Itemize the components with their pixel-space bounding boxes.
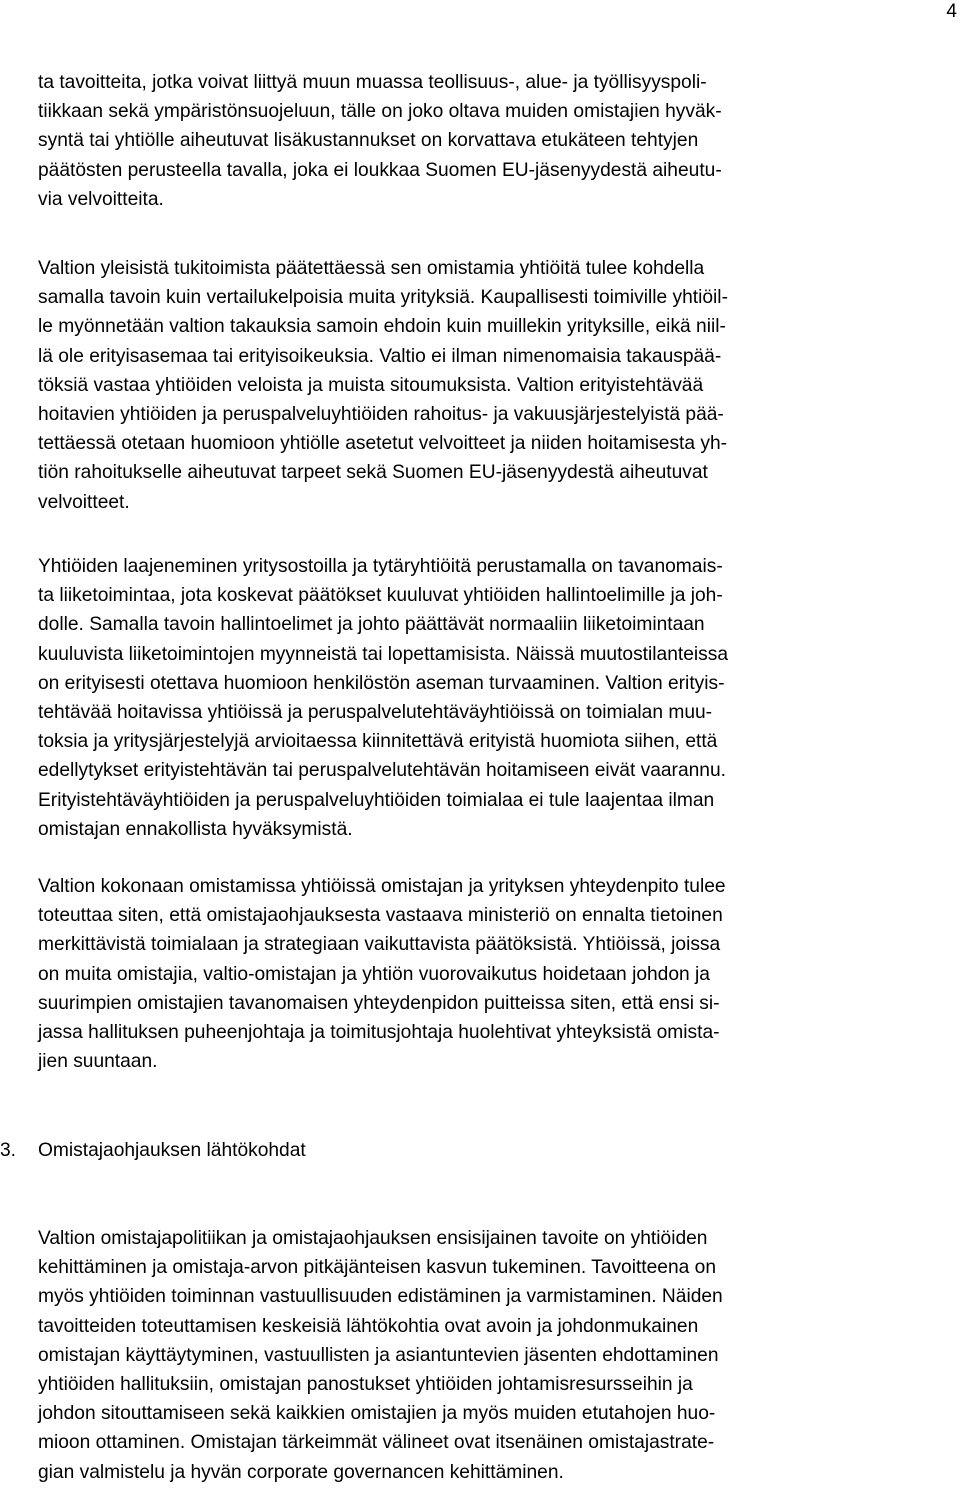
text-line: yhtiöiden hallituksiin, omistajan panostukset yhtiöiden johtamisresursseihin ja [38,1374,693,1396]
text-line: suurimpien omistajien tavanomaisen yhteydenpidon puitteissa siten, että ensi si- [38,992,720,1014]
text-line: samalla tavoin kuin vertailukelpoisia muita yrityksiä. Kaupallisesti toimiville yhtiöil- [38,287,728,309]
text-line: toteuttaa siten, että omistajaohjauksesta vastaava ministeriö on ennalta tietoinen [38,905,723,927]
paragraph-2 [38,254,938,517]
text-line: edellytykset erityistehtävän tai peruspalvelutehtävän hoitamiseen eivät vaarannu. [38,760,726,782]
text-line: Valtion kokonaan omistamissa yhtiöissä omistajan ja yrityksen yhteydenpito tulee [38,876,726,897]
text-line: Yhtiöiden laajeneminen yritysostoilla ja tytäryhtiöitä perustamalla on tavanomais- [38,556,723,577]
text-line: Erityistehtäväyhtiöiden ja peruspalveluyhtiöiden toimialaa ei tule laajentaa ilman [38,789,715,811]
text-line: omistajan ennakollista hyväksymistä. [38,818,353,840]
text-line: lä ole erityisasemaa tai erityisoikeuksia. Valtio ei ilman nimenomaisia takauspää- [38,345,722,367]
text-line: omistajan käyttäytyminen, vastuullisten ja asiantuntevien jäsenten ehdottaminen [38,1344,719,1366]
text-line: dolle. Samalla tavoin hallintoelimet ja johto päättävät normaaliin liiketoimintaan [38,614,705,636]
text-line: päätösten perusteella tavalla, joka ei loukkaa Suomen EU-jäsenyydestä aiheutu- [38,159,722,181]
text-line: tettäessä otetaan huomioon yhtiölle asetetut velvoitteet ja niiden hoitamisesta yh- [38,433,728,455]
text-line: tiön rahoitukselle aiheutuvat tarpeet sekä Suomen EU-jäsenyydestä aiheutuvat [38,462,708,484]
text-line: Valtion omistajapolitiikan ja omistajaohjauksen ensisijainen tavoite on yhtiöiden [38,1228,708,1249]
text-line: jassa hallituksen puheenjohtaja ja toimitusjohtaja huolehtivat yhteyksistä omista- [38,1022,720,1044]
text-line: töksiä vastaa yhtiöiden veloista ja muista sitoumuksista. Valtion erityistehtävää [38,374,704,396]
paragraph-3 [38,552,938,844]
paragraph-4 [38,872,938,1076]
text-line: ta tavoitteita, jotka voivat liittyä muun muassa teollisuus-, alue- ja työllisyyspoli- [38,72,707,93]
section-number: 3. [0,1140,17,1161]
text-line: Valtion yleisistä tukitoimista päätettäessä sen omistamia yhtiöitä tulee kohdella [38,258,705,279]
text-line: on erityisesti otettava huomioon henkilöstön aseman turvaaminen. Valtion erityis- [38,672,725,694]
text-line: tehtävää hoitavissa yhtiöissä ja peruspalvelutehtäväyhtiöissä on toimialan muu- [38,702,713,724]
text-line: gian valmistelu ja hyvän corporate governancen kehittäminen. [38,1461,564,1483]
text-line: syntä tai yhtiölle aiheutuvat lisäkustannukset on korvattava etukäteen tehtyjen [38,130,699,152]
text-line: on muita omistajia, valtio-omistajan ja yhtiön vuorovaikutus hoidetaan johdon ja [38,963,710,985]
text-line: kehittäminen ja omistaja-arvon pitkäjänteisen kasvun tukeminen. Tavoitteena on [38,1257,716,1279]
text-line: le myönnetään valtion takauksia samoin ehdoin kuin muillekin yrityksille, eikä niil- [38,316,726,338]
text-line: velvoitteet. [38,491,130,513]
text-line: tiikkaan sekä ympäristönsuojeluun, tälle on joko oltava muiden omistajien hyväk- [38,101,722,123]
paragraph-5 [38,1224,938,1487]
text-line: myös yhtiöiden toiminnan vastuullisuuden edistäminen ja varmistaminen. Näiden [38,1286,723,1308]
text-line: hoitavien yhtiöiden ja peruspalveluyhtiöiden rahoitus- ja vakuusjärjestelyistä pää- [38,404,724,426]
text-line: ta liiketoimintaa, jota koskevat päätökset kuuluvat yhtiöiden hallintoelimille ja joh- [38,585,723,607]
section-title: Omistajaohjauksen lähtökohdat [38,1140,306,1161]
text-line: johdon sitouttamiseen sekä kaikkien omistajien ja myös muiden etutahojen huo- [38,1403,716,1425]
text-line: tavoitteiden toteuttamisen keskeisiä lähtökohtia ovat avoin ja johdonmukainen [38,1315,699,1337]
text-line: jien suuntaan. [38,1051,158,1073]
text-line: kuuluvista liiketoimintojen myynneistä tai lopettamisista. Näissä muutostilanteissa [38,643,728,665]
paragraph-1 [38,68,938,214]
text-line: toksia ja yritysjärjestelyjä arvioitaessa kiinnitettävä erityistä huomiota siihen, että [38,731,718,753]
text-line: merkittävistä toimialaan ja strategiaan vaikuttavista päätöksistä. Yhtiöissä, joissa [38,934,721,956]
page-number: 4 [946,1,957,22]
text-line: via velvoitteita. [38,188,164,210]
text-line: mioon ottaminen. Omistajan tärkeimmät välineet ovat itsenäinen omistajastrate- [38,1432,715,1454]
